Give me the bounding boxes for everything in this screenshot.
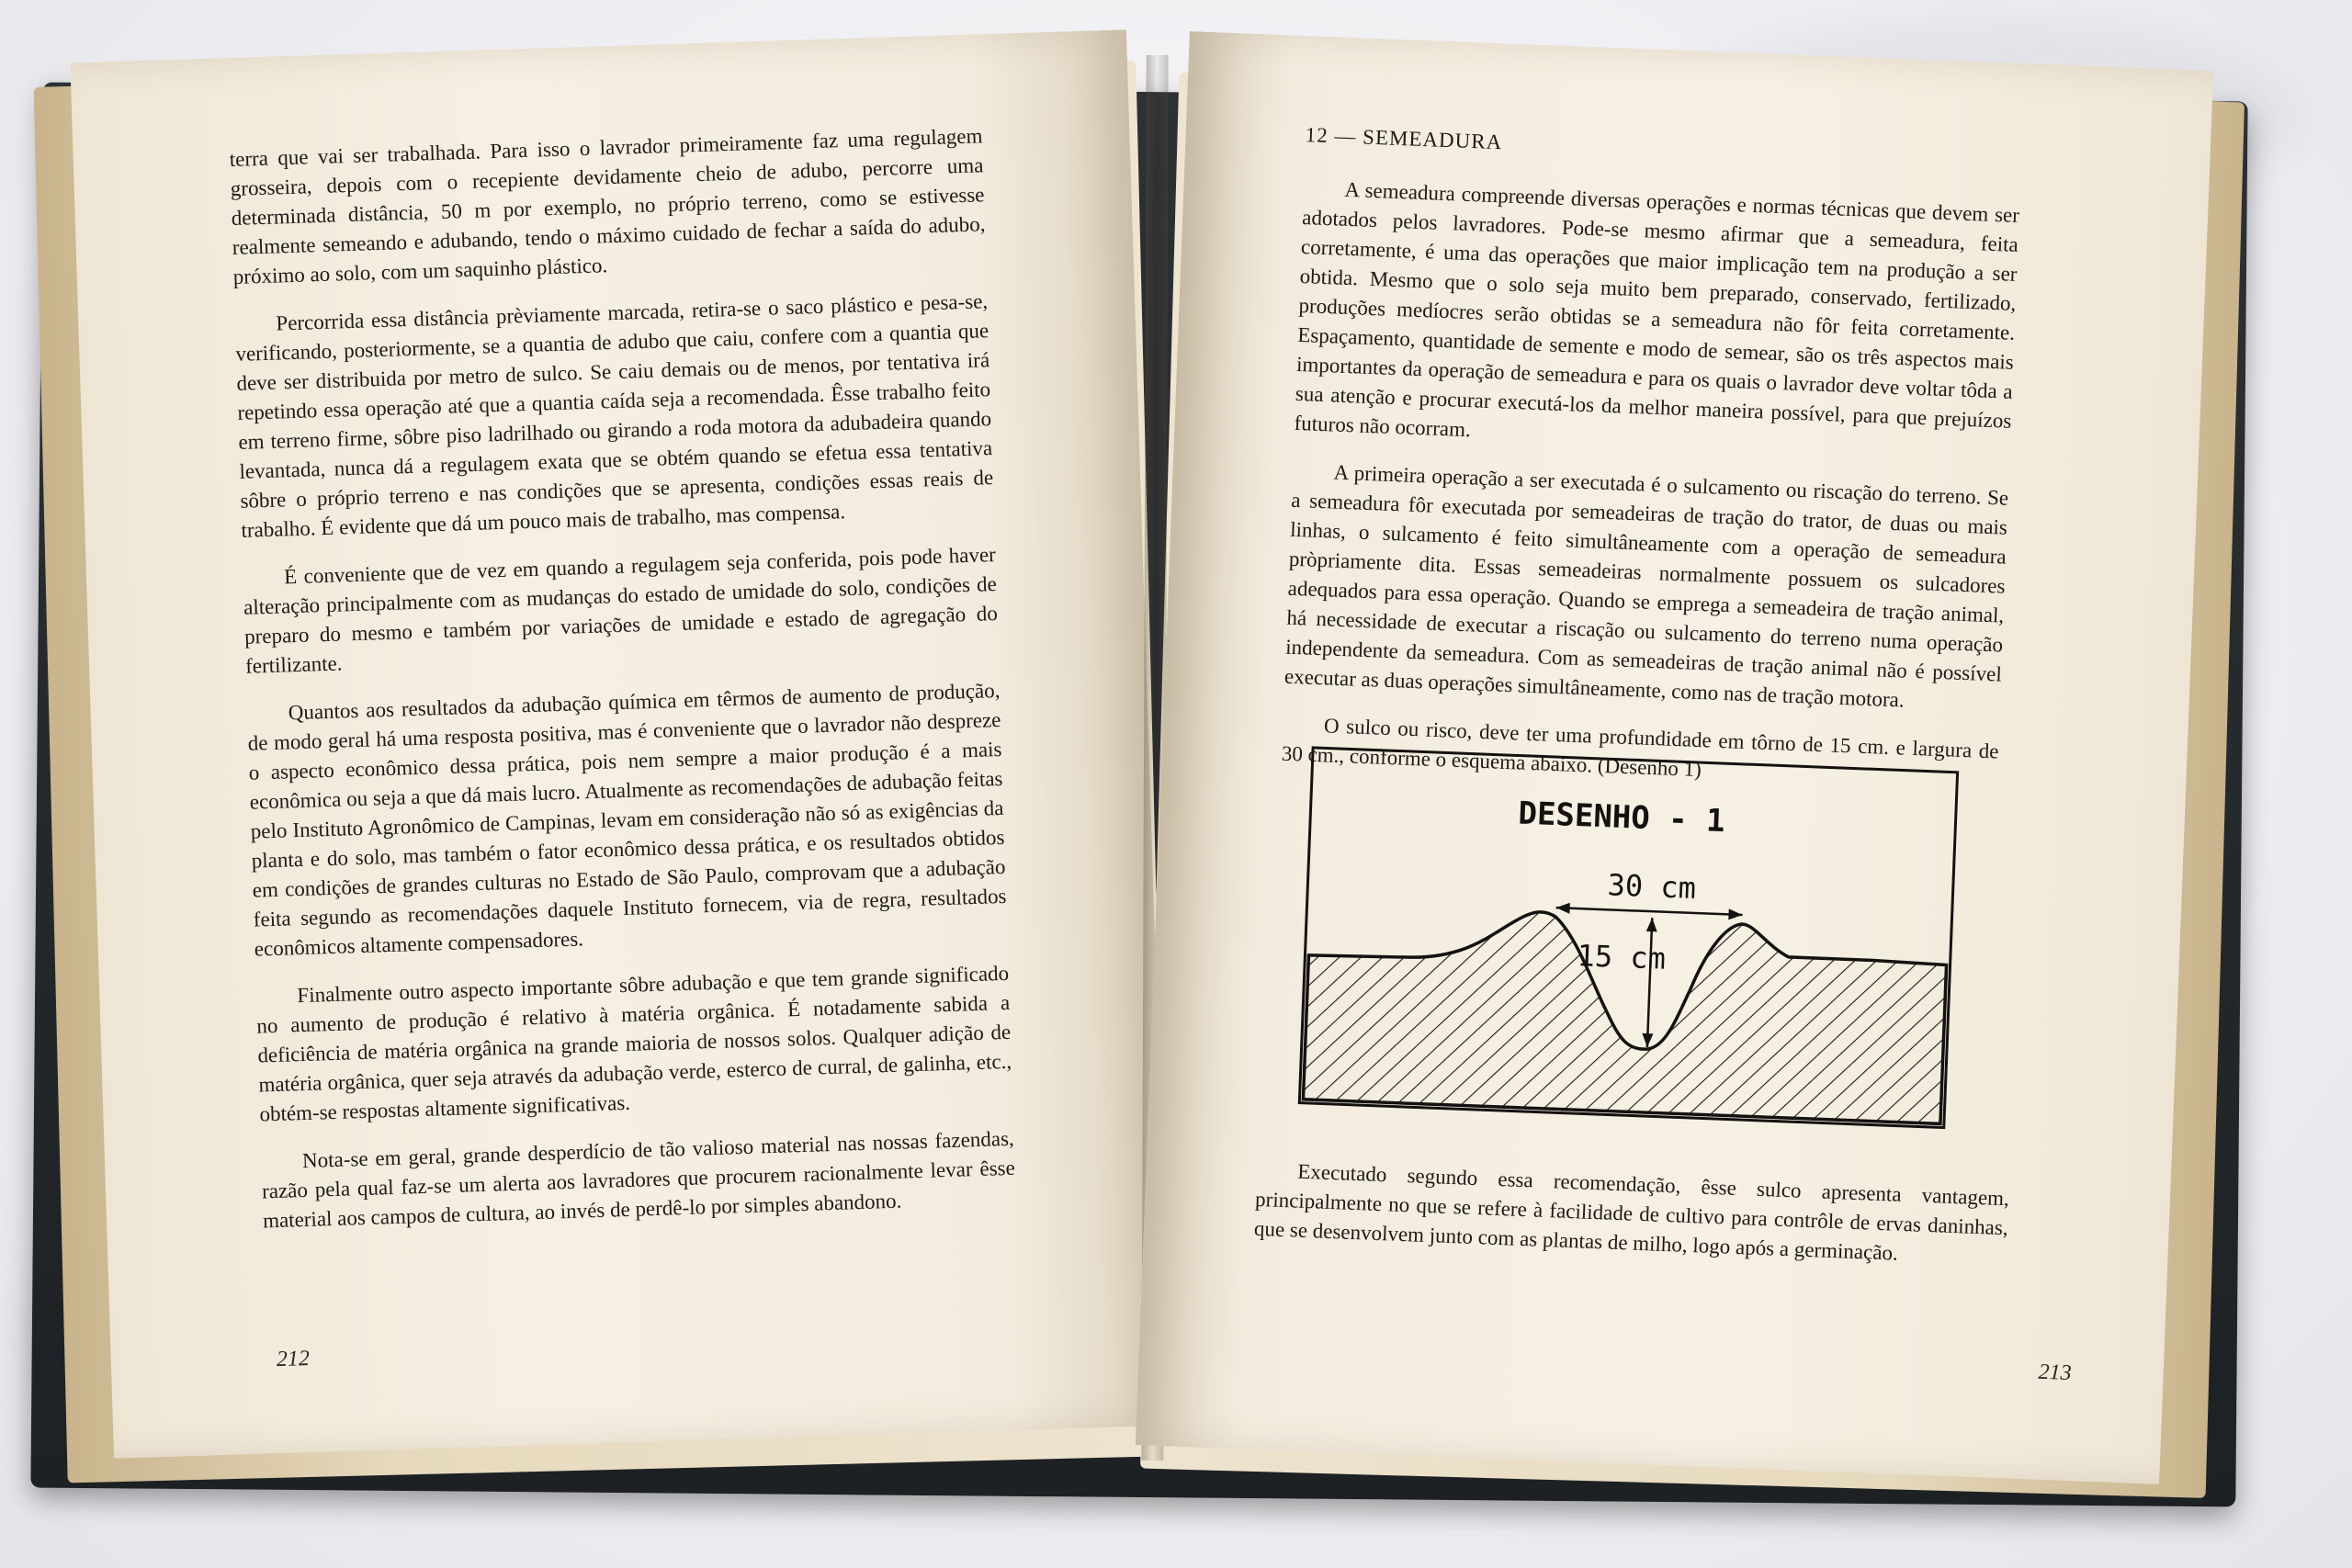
depth-dimension-line: [1647, 918, 1652, 1047]
depth-arrow-top: [1646, 918, 1658, 931]
depth-label: 15 cm: [1576, 938, 1667, 976]
right-page: [1136, 31, 2213, 1484]
left-page-text: [229, 121, 1017, 1254]
width-arrow-left: [1555, 902, 1569, 914]
right-paragraph-4: Executado segundo essa recomendação, êsse sulco apresenta vantagem, principalmente no que se refere à facilidade de cultivo para contrôle de ervas daninhas, que se desenvolvem junto com as plantas de milho, logo após a germinação.: [1253, 1159, 2010, 1265]
right-paragraph-2: A primeira operação a ser executada é o sulcamento ou riscação do terreno. Se a semeadura fôr executada por semeadeiras de tração do trator, de duas ou mais linhas, o sulcamento é feito simultâneamente com a operação de semeadura pròpriamente dita. Essas semeadeiras normalmente possuem os sulcadores adequados para essa operação. Quando se emprega a semeadeira de tração animal, há necessidade de executar a riscação ou sulcamento do terreno numa operação independente da semeadura. Com as semeadeiras de tração animal não é possível executar as duas operações simultâneamente, como nas de tração motora.: [1283, 460, 2009, 712]
left-paragraph-2: Percorrida essa distância prèviamente marcada, retira-se o saco plástico e pesa-se, verificando, posteriormente, se a quantia de adubo que caiu, confere com a quantia que deve ser distribuida por metro de sulco. Se caiu demais ou de menos, por tentativa irá repetindo essa operação até que a quantia caída seja a recomendada. Êsse trabalho feito em terreno firme, sôbre piso ladrilhado ou girando a roda motora da adubadeira quando levantada, nunca dá a regulagem exata que se obtém quando se efetua essa tentativa sôbre o próprio terreno e nas condições que se apresenta, condições essas reais de trabalho. É evidente que dá um pouco mais de trabalho, mas compensa.: [235, 289, 994, 542]
diagram-title: DESENHO - 1: [1517, 795, 1726, 840]
right-page-number: 213: [2038, 1359, 2073, 1386]
left-paragraph-5: Finalmente outro aspecto importante sôbre adubação e que tem grande significado no aumento de produção é relativo à matéria orgânica. É notadamente sabida a deficiência de matéria orgânica na grande maioria de nossos solos. Qualquer adição de matéria orgânica, quer seja através da adubação verde, esterco de curral, de galinha, etc., obtém-se respostas altamente significativas.: [256, 961, 1012, 1126]
width-arrow-right: [1728, 908, 1742, 920]
left-page-number: 212: [276, 1346, 311, 1372]
furrow-diagram-svg: [1295, 744, 1962, 1132]
right-paragraph-3: O sulco ou risco, deve ter uma profundidade em tôrno de 15 cm. e largura de 30 cm., conforme o esquema abaixo. (Desenho 1): [1281, 714, 2000, 782]
width-dimension-line: [1556, 908, 1743, 915]
depth-arrow-bottom: [1642, 1033, 1654, 1047]
left-paragraph-4: Quantos aos resultados da adubação química em têrmos de aumento de produção, de modo geral há uma resposta positiva, mas é conveniente que o lavrador não despreze o aspecto econômico dessa prática, pois nem sempre a maior produção é a mais econômica ou seja a que dá mais lucro. Atualmente as recomendações de adubação feitas pelo Instituto Agronômico de Campinas, levam em consideração não só as exigências da planta e do solo, mas também o fator econômico dessa prática, e os resultados obtidos em condições de grandes culturas no Estado de São Paulo, comprovam que a adubação feita segundo as recomendações daquele Instituto fornecem, via de regra, resultados econômicos altamente compensadores.: [247, 678, 1007, 961]
right-page-text: [1280, 174, 2019, 814]
left-page: [70, 29, 1170, 1458]
furrow-diagram: [1295, 744, 1962, 1132]
left-paragraph-3: É conveniente que de vez em quando a regulagem seja conferida, pois pode haver alteração principalmente com as mudanças do estado de umidade do solo, condições de preparo do mesmo e também por variações de umidade e estado de agregação do fertilizante.: [243, 543, 999, 678]
after-figure-text: [1253, 1156, 2009, 1272]
chapter-heading: 12 — SEMEADURA: [1305, 123, 1503, 154]
left-paragraph-6: Nota-se em geral, grande desperdício de tão valioso material nas nossas fazendas, razão pela qual faz-se um alerta aos lavradores que procurem racionalmente levar êsse material aos campos de cultura, ao invés de perdê-lo por simples abandono.: [261, 1126, 1016, 1233]
left-paragraph-1: terra que vai ser trabalhada. Para isso o lavrador primeiramente faz uma regulagem grosseira, depois com o recepiente devidamente cheio de adubo, percorre uma determinada distância, 50 m por exemplo, no próprio terreno, como se estivesse realmente semeando e adubando, tendo o máximo cuidado de fechar a saída do adubo, próximo ao solo, com um saquinho plástico.: [229, 124, 986, 288]
width-label: 30 cm: [1606, 867, 1697, 906]
soil-section: [1303, 903, 1948, 1123]
right-paragraph-1: A semeadura compreende diversas operações e normas técnicas que devem ser adotados pelos lavradores. Pode-se mesmo afirmar que a semeadura, feita corretamente, é uma das operações que maior implicação tem na produção a ser obtida. Mesmo que o solo seja muito bem preparado, conservado, fertilizado, produções medíocres serão obtidas se a semeadura não fôr feita corretamente. Espaçamento, quantidade de semente e modo de semear, são os três aspectos mais importantes da operação de semeadura e para os quais o lavrador deve voltar tôda a sua atenção e procurar executá-los da melhor maneira possível, para que prejuízos futuros não ocorram.: [1294, 177, 2020, 442]
